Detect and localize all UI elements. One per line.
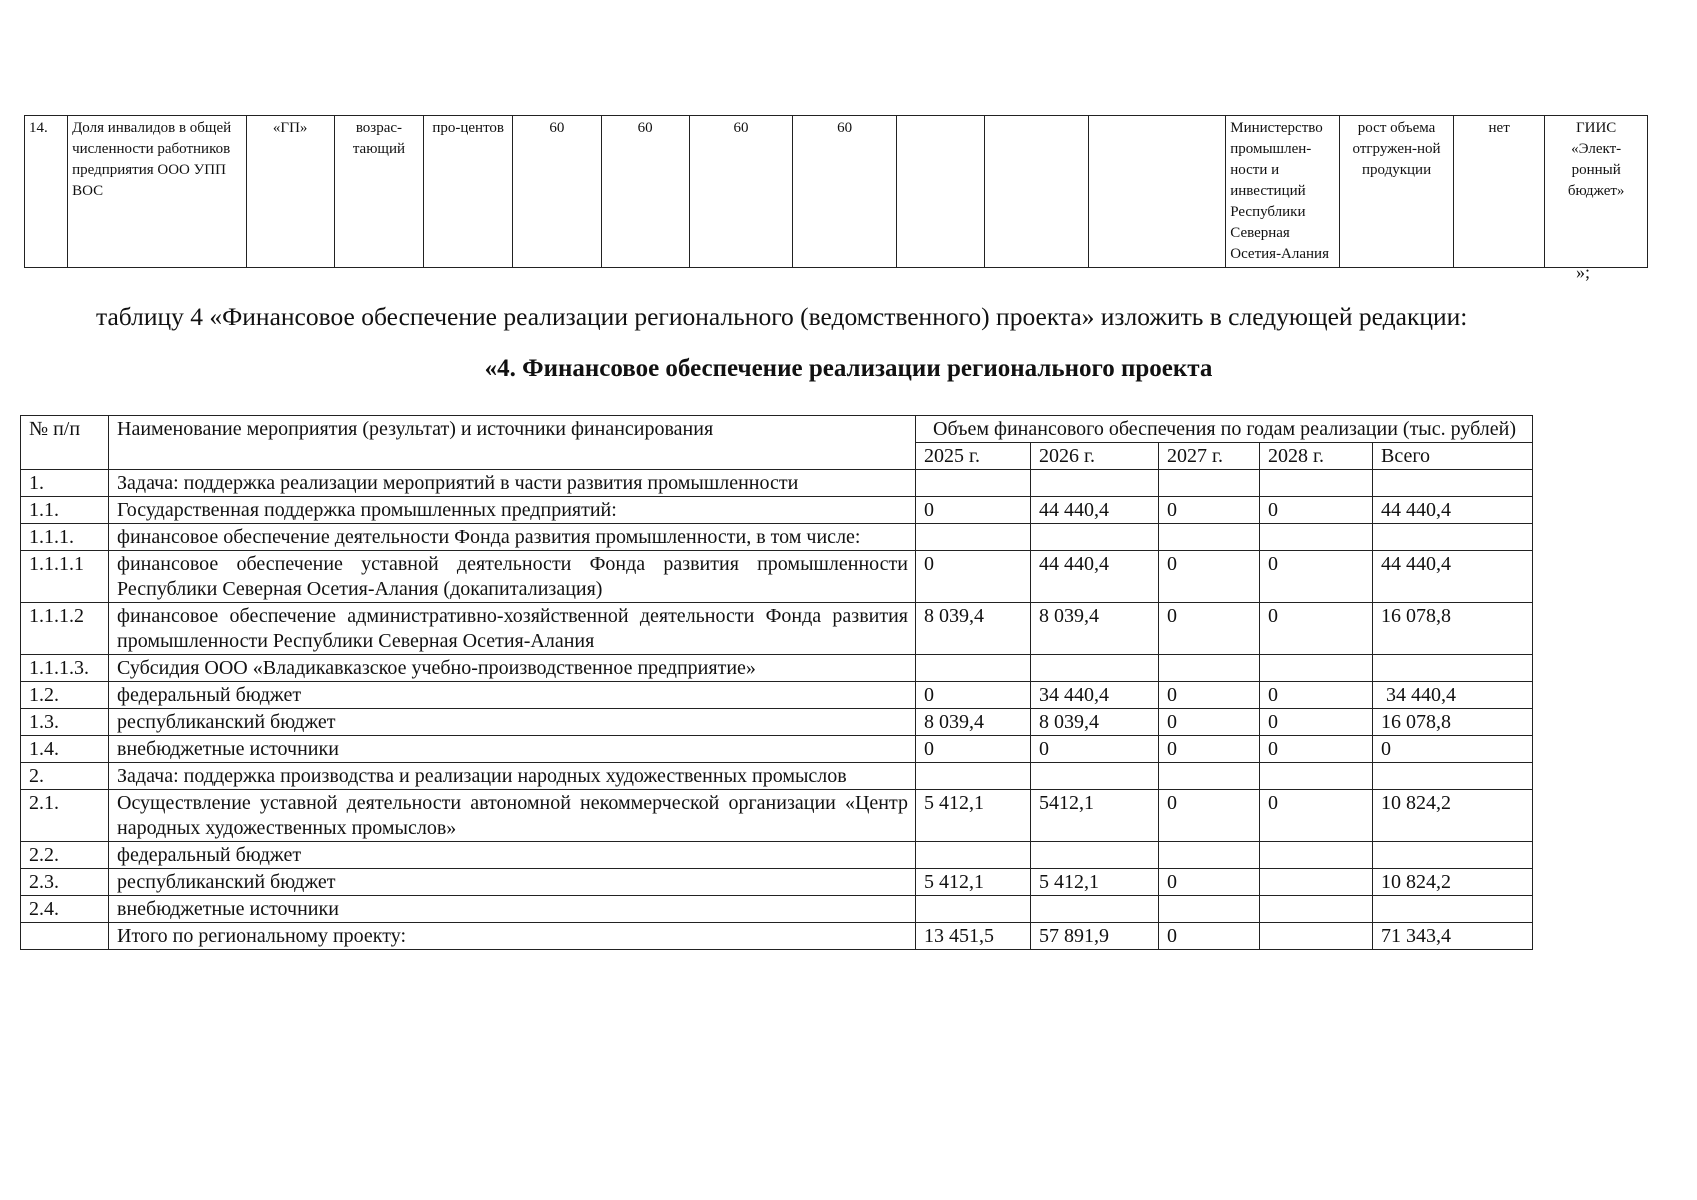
table-row	[21, 497, 1533, 524]
row-value	[1031, 763, 1159, 790]
row-name: федеральный бюджет	[109, 682, 916, 709]
financing-table	[20, 415, 1533, 950]
row-value	[1260, 655, 1373, 682]
row-name: федеральный бюджет	[109, 842, 916, 869]
row-value: 0	[916, 551, 1031, 603]
header-year: 2025 г.	[916, 443, 1031, 470]
row-number: 2.2.	[21, 842, 109, 869]
row-name: Субсидия ООО «Владикавказское учебно-производственное предприятие»	[109, 655, 916, 682]
row-value: 0	[1260, 790, 1373, 842]
indicator-value: 60	[793, 116, 897, 268]
row-value: 0	[916, 736, 1031, 763]
table-row	[21, 655, 1533, 682]
instruction-text: таблицу 4 «Финансовое обеспечение реализации регионального (ведомственного) проекта» изложить в следующей редакции:	[96, 302, 1468, 331]
row-value	[1373, 842, 1533, 869]
row-value: 0	[1159, 497, 1260, 524]
indicator-value: 60	[689, 116, 793, 268]
row-value: 0	[1373, 736, 1533, 763]
row-value: 0	[1159, 603, 1260, 655]
header-year: 2026 г.	[1031, 443, 1159, 470]
row-value: 0	[1260, 709, 1373, 736]
header-year: 2028 г.	[1260, 443, 1373, 470]
row-value	[1159, 763, 1260, 790]
table-row	[21, 736, 1533, 763]
row-value: 16 078,8	[1373, 603, 1533, 655]
table-row	[21, 709, 1533, 736]
row-value: 5 412,1	[916, 869, 1031, 896]
row-value	[1159, 842, 1260, 869]
row-value: 57 891,9	[1031, 923, 1159, 950]
row-name: Государственная поддержка промышленных предприятий:	[109, 497, 916, 524]
row-name: республиканский бюджет	[109, 709, 916, 736]
row-value	[1373, 470, 1533, 497]
row-value	[1159, 896, 1260, 923]
row-value	[916, 524, 1031, 551]
information-system: ГИИС «Элект-ронный бюджет»	[1545, 116, 1648, 268]
table-row	[21, 896, 1533, 923]
row-value	[1159, 470, 1260, 497]
indicator-flag: нет	[1454, 116, 1545, 268]
row-name: Задача: поддержка реализации мероприятий в части развития промышленности	[109, 470, 916, 497]
row-value	[1260, 896, 1373, 923]
indicator-trend: возрас-тающий	[334, 116, 423, 268]
header-year: 2027 г.	[1159, 443, 1260, 470]
row-value	[1260, 763, 1373, 790]
row-value	[916, 655, 1031, 682]
table-row	[21, 682, 1533, 709]
row-name: финансовое обеспечение административно-хозяйственной деятельности Фонда развития промышленности Республики Северная Осетия-Алания	[109, 603, 916, 655]
row-value	[1260, 524, 1373, 551]
row-value: 10 824,2	[1373, 869, 1533, 896]
table-row	[21, 790, 1533, 842]
row-number: 1.1.1.1	[21, 551, 109, 603]
table-row	[21, 842, 1533, 869]
row-value	[1159, 655, 1260, 682]
row-name: республиканский бюджет	[109, 869, 916, 896]
row-value: 5 412,1	[1031, 869, 1159, 896]
row-value: 16 078,8	[1373, 709, 1533, 736]
row-value	[916, 763, 1031, 790]
table-row	[21, 470, 1533, 497]
row-value: 0	[1159, 551, 1260, 603]
table-row	[21, 869, 1533, 896]
row-value: 0	[1159, 869, 1260, 896]
row-number: 2.1.	[21, 790, 109, 842]
row-value	[1031, 655, 1159, 682]
row-value	[1373, 655, 1533, 682]
row-number: 2.3.	[21, 869, 109, 896]
row-value: 0	[1159, 790, 1260, 842]
row-name: финансовое обеспечение деятельности Фонда развития промышленности, в том числе:	[109, 524, 916, 551]
row-number: 1.1.	[21, 497, 109, 524]
row-value: 0	[1159, 923, 1260, 950]
header-volume: Объем финансового обеспечения по годам реализации (тыс. рублей)	[916, 416, 1533, 443]
header-row	[21, 416, 1533, 443]
row-number: 1.1.1.2	[21, 603, 109, 655]
row-value	[1031, 896, 1159, 923]
indicators-table-fragment	[24, 115, 1648, 268]
row-number: 1.4.	[21, 736, 109, 763]
table-row	[21, 551, 1533, 603]
indicator-link: рост объема отгружен-ной продукции	[1340, 116, 1454, 268]
responsible-body: Министерство промышлен-ности и инвестиций Республики Северная Осетия-Алания	[1226, 116, 1340, 268]
row-number: 14.	[25, 116, 68, 268]
row-value: 71 343,4	[1373, 923, 1533, 950]
row-value: 8 039,4	[1031, 603, 1159, 655]
row-number: 2.	[21, 763, 109, 790]
indicator-value: 60	[513, 116, 601, 268]
row-value: 0	[1159, 736, 1260, 763]
row-value: 44 440,4	[1373, 497, 1533, 524]
row-value: 5412,1	[1031, 790, 1159, 842]
row-name: внебюджетные источники	[109, 736, 916, 763]
row-name: финансовое обеспечение уставной деятельности Фонда развития промышленности Республики Северная Осетия-Алания (докапитализация)	[109, 551, 916, 603]
row-value: 5 412,1	[916, 790, 1031, 842]
row-value	[1373, 896, 1533, 923]
row-value: 0	[1260, 497, 1373, 524]
row-value: 0	[1260, 603, 1373, 655]
row-value: 13 451,5	[916, 923, 1031, 950]
row-value: 0	[1260, 551, 1373, 603]
row-value	[916, 470, 1031, 497]
row-value: 0	[1031, 736, 1159, 763]
row-value: 0	[1159, 682, 1260, 709]
row-number: 1.1.1.	[21, 524, 109, 551]
row-value	[916, 896, 1031, 923]
header-name: Наименование мероприятия (результат) и источники финансирования	[109, 416, 916, 470]
empty-cell	[896, 116, 984, 268]
row-value	[1373, 524, 1533, 551]
row-number	[21, 923, 109, 950]
row-value: 8 039,4	[916, 709, 1031, 736]
row-name: Задача: поддержка производства и реализации народных художественных промыслов	[109, 763, 916, 790]
row-value	[1159, 524, 1260, 551]
row-value: 34 440,4	[1031, 682, 1159, 709]
row-value: 0	[916, 497, 1031, 524]
row-value	[1031, 842, 1159, 869]
row-value: 10 824,2	[1373, 790, 1533, 842]
row-value: 44 440,4	[1373, 551, 1533, 603]
indicator-name: Доля инвалидов в общей численности работников предприятия ООО УПП ВОС	[68, 116, 247, 268]
row-name: Осуществление уставной деятельности автономной некоммерческой организации «Центр народных художественных промыслов»	[109, 790, 916, 842]
table-row	[25, 116, 1648, 268]
empty-cell	[1088, 116, 1225, 268]
row-value: 0	[1260, 736, 1373, 763]
row-value	[1260, 842, 1373, 869]
row-name: внебюджетные источники	[109, 896, 916, 923]
empty-cell	[985, 116, 1089, 268]
row-value: 0	[1159, 709, 1260, 736]
table-row	[21, 524, 1533, 551]
table-row	[21, 763, 1533, 790]
row-value: 44 440,4	[1031, 551, 1159, 603]
indicator-level: «ГП»	[246, 116, 334, 268]
indicator-value: 60	[601, 116, 689, 268]
closing-quote: »;	[1576, 262, 1591, 282]
row-name: Итого по региональному проекту:	[109, 923, 916, 950]
row-value: 44 440,4	[1031, 497, 1159, 524]
row-value: 8 039,4	[1031, 709, 1159, 736]
row-value	[1260, 869, 1373, 896]
row-value: 34 440,4	[1373, 682, 1533, 709]
table-row	[21, 923, 1533, 950]
row-value: 0	[916, 682, 1031, 709]
row-number: 1.3.	[21, 709, 109, 736]
header-year: Всего	[1373, 443, 1533, 470]
header-num: № п/п	[21, 416, 109, 470]
row-number: 2.4.	[21, 896, 109, 923]
section-heading: «4. Финансовое обеспечение реализации регионального проекта	[484, 355, 1213, 382]
row-number: 1.1.1.3.	[21, 655, 109, 682]
table-row	[21, 603, 1533, 655]
row-value	[916, 842, 1031, 869]
row-number: 1.	[21, 470, 109, 497]
row-value	[1260, 470, 1373, 497]
row-value	[1373, 763, 1533, 790]
row-value: 8 039,4	[916, 603, 1031, 655]
indicator-unit: про-центов	[424, 116, 513, 268]
row-number: 1.2.	[21, 682, 109, 709]
row-value	[1031, 524, 1159, 551]
row-value	[1031, 470, 1159, 497]
row-value: 0	[1260, 682, 1373, 709]
row-value	[1260, 923, 1373, 950]
